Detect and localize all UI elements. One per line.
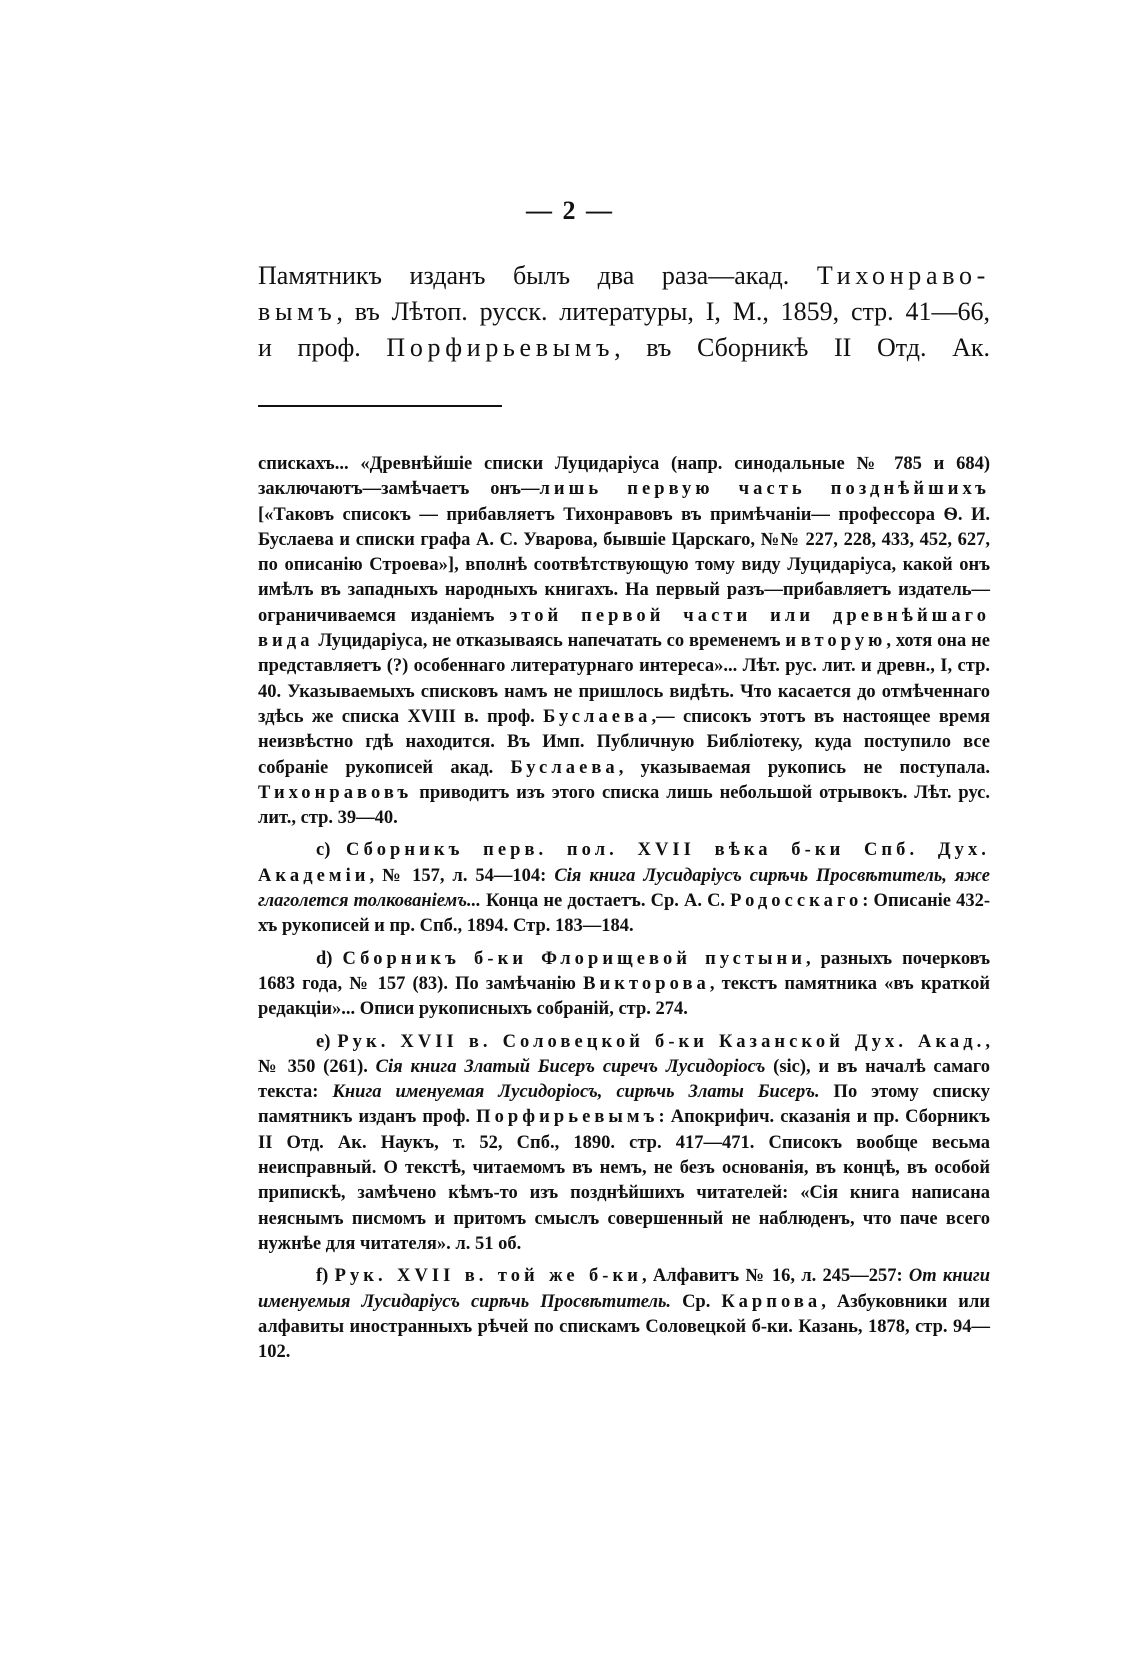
footnote-entry-e: е) Рук. XVII в. Соловецкой б-ки Казанской Дух. Акад., № 350 (261). Сія книга Златый Бисеръ сиречъ Лусидоріосъ (sic), и въ началѣ самаго текста: Книга именуемая Лусидоріосъ, сирѣчь Златы Бисеръ. По этому списку памятникъ изданъ проф. Порфирьевымъ: Апокрифич. сказанія и пр. Сборникъ II Отд. Ак. Наукъ, т. 52, Спб., 1890. стр. 417—471. Списокъ вообще весьма неисправный. О текстѣ, читаемомъ въ немъ, не безъ основанія, въ концѣ, въ особой припискѣ, замѣчено кѣмъ-то изъ позднѣйшихъ читателей: «Сія книга написана неяснымъ писмомъ и притомъ смыслъ совершенный не наблюденъ, что паче всего нужнѣе для читателя». л. 51 об.	[258, 1031, 991, 1254]
footnote-rule	[258, 405, 502, 407]
main-paragraph	[258, 258, 990, 366]
main-line-2: вымъ, въ Лѣтоп. русск. литературы, I, М., 1859, стр. 41—66,	[258, 297, 990, 326]
footnote-entry-c: с) Сборникъ перв. пол. XVII вѣка б-ки Спб. Дух. Академіи, № 157, л. 54—104: Сія книга Лусидаріусъ сирѣчь Просвѣтитель, яже глаголется толкованіемъ... Конца не достаетъ. Ср. А. С. Родосскаго: Описаніе 432-хъ рукописей и пр. Спб., 1894. Стр. 183—184.	[258, 840, 990, 937]
footnote-entry-f: f) Рук. XVII в. той же б-ки, Алфавитъ № 16, л. 245—257: От книги именуемыя Лусидаріусъ сирѣчь Просвѣтитель. Ср. Карпова, Азбуковники или алфавиты иностранныхъ рѣчей по спискамъ Соловецкой б-ки. Казань, 1878, стр. 94—102.	[258, 1266, 990, 1363]
footnote-continuation: спискахъ... «Древнѣйшіе списки Луцидаріуса (напр. синодальные № 785 и 684) заключаютъ—замѣчаетъ онъ—лишь первую часть позднѣйшихъ [«Таковъ списокъ — прибавляетъ Тихонравовъ въ примѣчаніи— профессора Ѳ. И. Буслаева и списки графа А. С. Уварова, бывшіе Царскаго, №№ 227, 228, 433, 452, 627, по описанію Строева»], вполнѣ соотвѣтствующую тому виду Луцидаріуса, какой онъ имѣлъ въ западныхъ народныхъ книгахъ. На первый разъ—прибавляетъ издатель—ограничиваемся изданіемъ этой первой части или древнѣйшаго вида Луцидаріуса, не отказываясь напечатать со временемъ и вторую, хотя она не представляетъ (?) особеннаго литературнаго интереса»... Лѣт. рус. лит. и древн., I, стр. 40. Указываемыхъ списковъ намъ не пришлось видѣть. Что касается до отмѣченнаго здѣсь же списка XVIII в. проф. Буслаева,— списокъ этотъ въ настоящее время неизвѣстно гдѣ находится. Въ Имп. Публичную Библіотеку, куда поступило все собраніе рукописей акад. Буслаева, указываемая рукопись не поступала. Тихонравовъ приводитъ изъ этого списка лишь небольшой отрывокъ. Лѣт. рус. лит., стр. 39—40.	[258, 454, 991, 829]
page-number: — 2 —	[526, 196, 614, 225]
footnote-entry-d: d) Сборникъ б-ки Флорищевой пустыни, разныхъ почерковъ 1683 года, № 157 (83). По замѣчанію Викторова, текстъ памятника «въ краткой редакціи»... Описи рукописныхъ собраній, стр. 274.	[258, 948, 990, 1020]
main-line-3: и проф. Порфирьевымъ, въ Сборникѣ II Отд. Ак.	[258, 333, 990, 362]
footnotes	[258, 452, 990, 1372]
main-line-1: Памятникъ изданъ былъ два раза—акад. Тихонраво-	[258, 261, 990, 290]
